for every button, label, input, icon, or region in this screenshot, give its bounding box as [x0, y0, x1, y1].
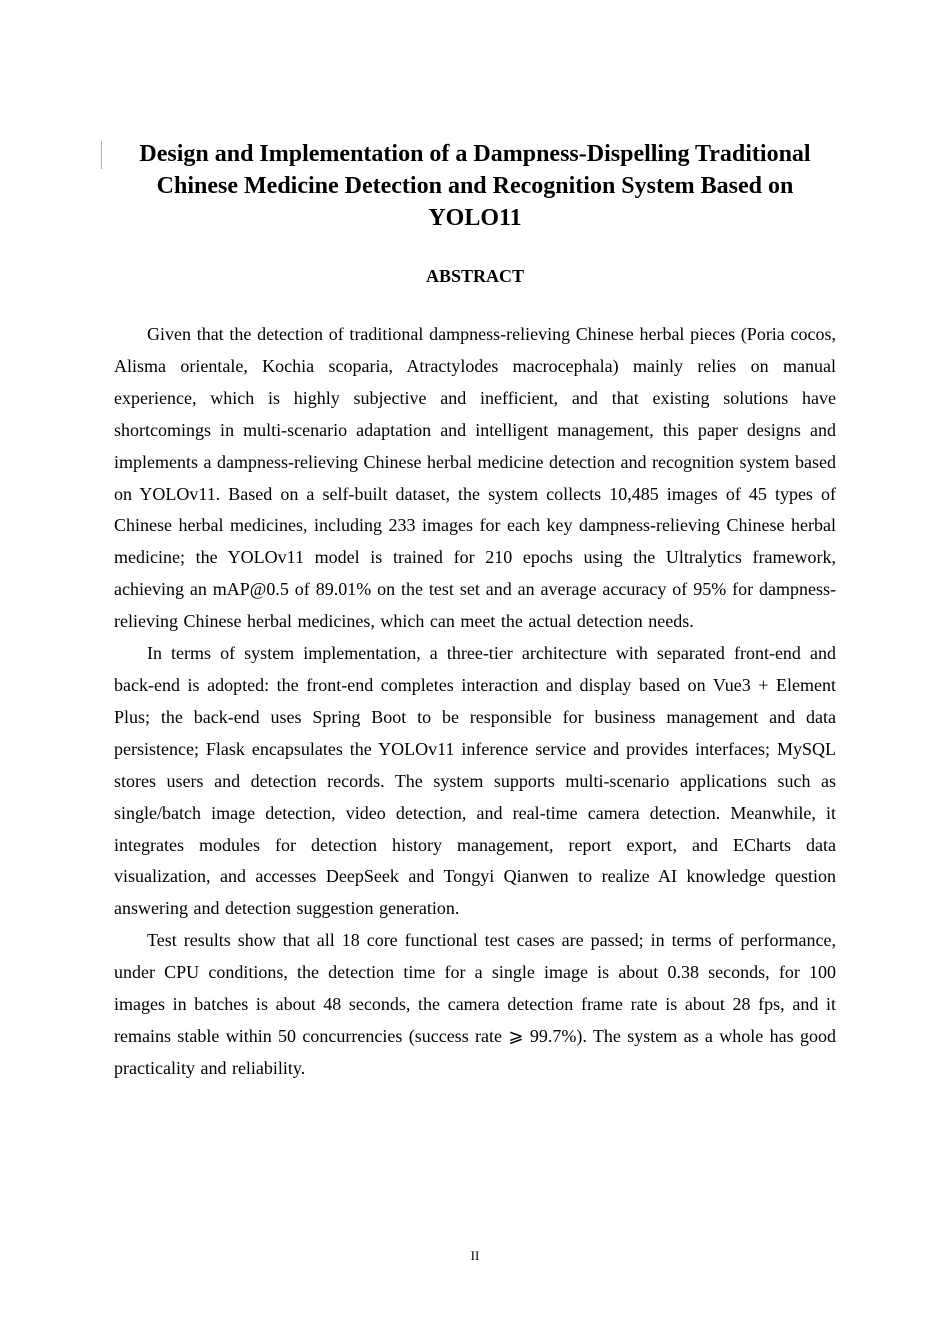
abstract-paragraph-1: Given that the detection of traditional dampness-relieving Chinese herbal pieces (Poria cocos, Alisma orientale, Kochia scoparia, Atractylodes macrocephala) mainly relies on manual experience, which is highly subjective and inefficient, and that existing solutions have shortcomings in multi-scenario adaptation and intelligent management, this paper designs and implements a dampness-relieving Chinese herbal medicine detection and recognition system based on YOLOv11. Based on a self-built dataset, the system collects 10,485 images of 45 types of Chinese herbal medicines, including 233 images for each key dampness-relieving Chinese herbal medicine; the YOLOv11 model is trained for 210 epochs using the Ultralytics framework, achieving an mAP@0.5 of 89.01% on the test set and an average accuracy of 95% for dampness-relieving Chinese herbal medicines, which can meet the actual detection needs. [114, 324, 836, 632]
document-title: Design and Implementation of a Dampness-Dispelling Traditional Chinese Medicine Detection and Recognition System Based on YOLO11 [139, 141, 811, 231]
margin-mark [101, 141, 102, 169]
abstract-heading: ABSTRACT [425, 266, 525, 286]
page-number: II [470, 1248, 480, 1263]
abstract-paragraph-2: In terms of system implementation, a three-tier architecture with separated front-end and back-end is adopted: the front-end completes interaction and display based on Vue3 + Element Plus; the back-end uses Spring Boot to be responsible for business management and data persistence; Flask encapsulates the YOLOv11 inference service and provides interfaces; MySQL stores users and detection records. The system supports multi-scenario applications such as single/batch image detection, video detection, and real-time camera detection. Meanwhile, it integrates modules for detection history management, report export, and ECharts data visualization, and accesses DeepSeek and Tongyi Qianwen to realize AI knowledge question answering and detection suggestion generation. [114, 643, 836, 919]
abstract-paragraph-3: Test results show that all 18 core functional test cases are passed; in terms of performance, under CPU conditions, the detection time for a single image is about 0.38 seconds, for 100 images in batches is about 48 seconds, the camera detection frame rate is about 28 fps, and it remains stable within 50 concurrencies (success rate ⩾ 99.7%). The system as a whole has good practicality and reliability. [114, 930, 836, 1078]
abstract-body [114, 319, 836, 1085]
